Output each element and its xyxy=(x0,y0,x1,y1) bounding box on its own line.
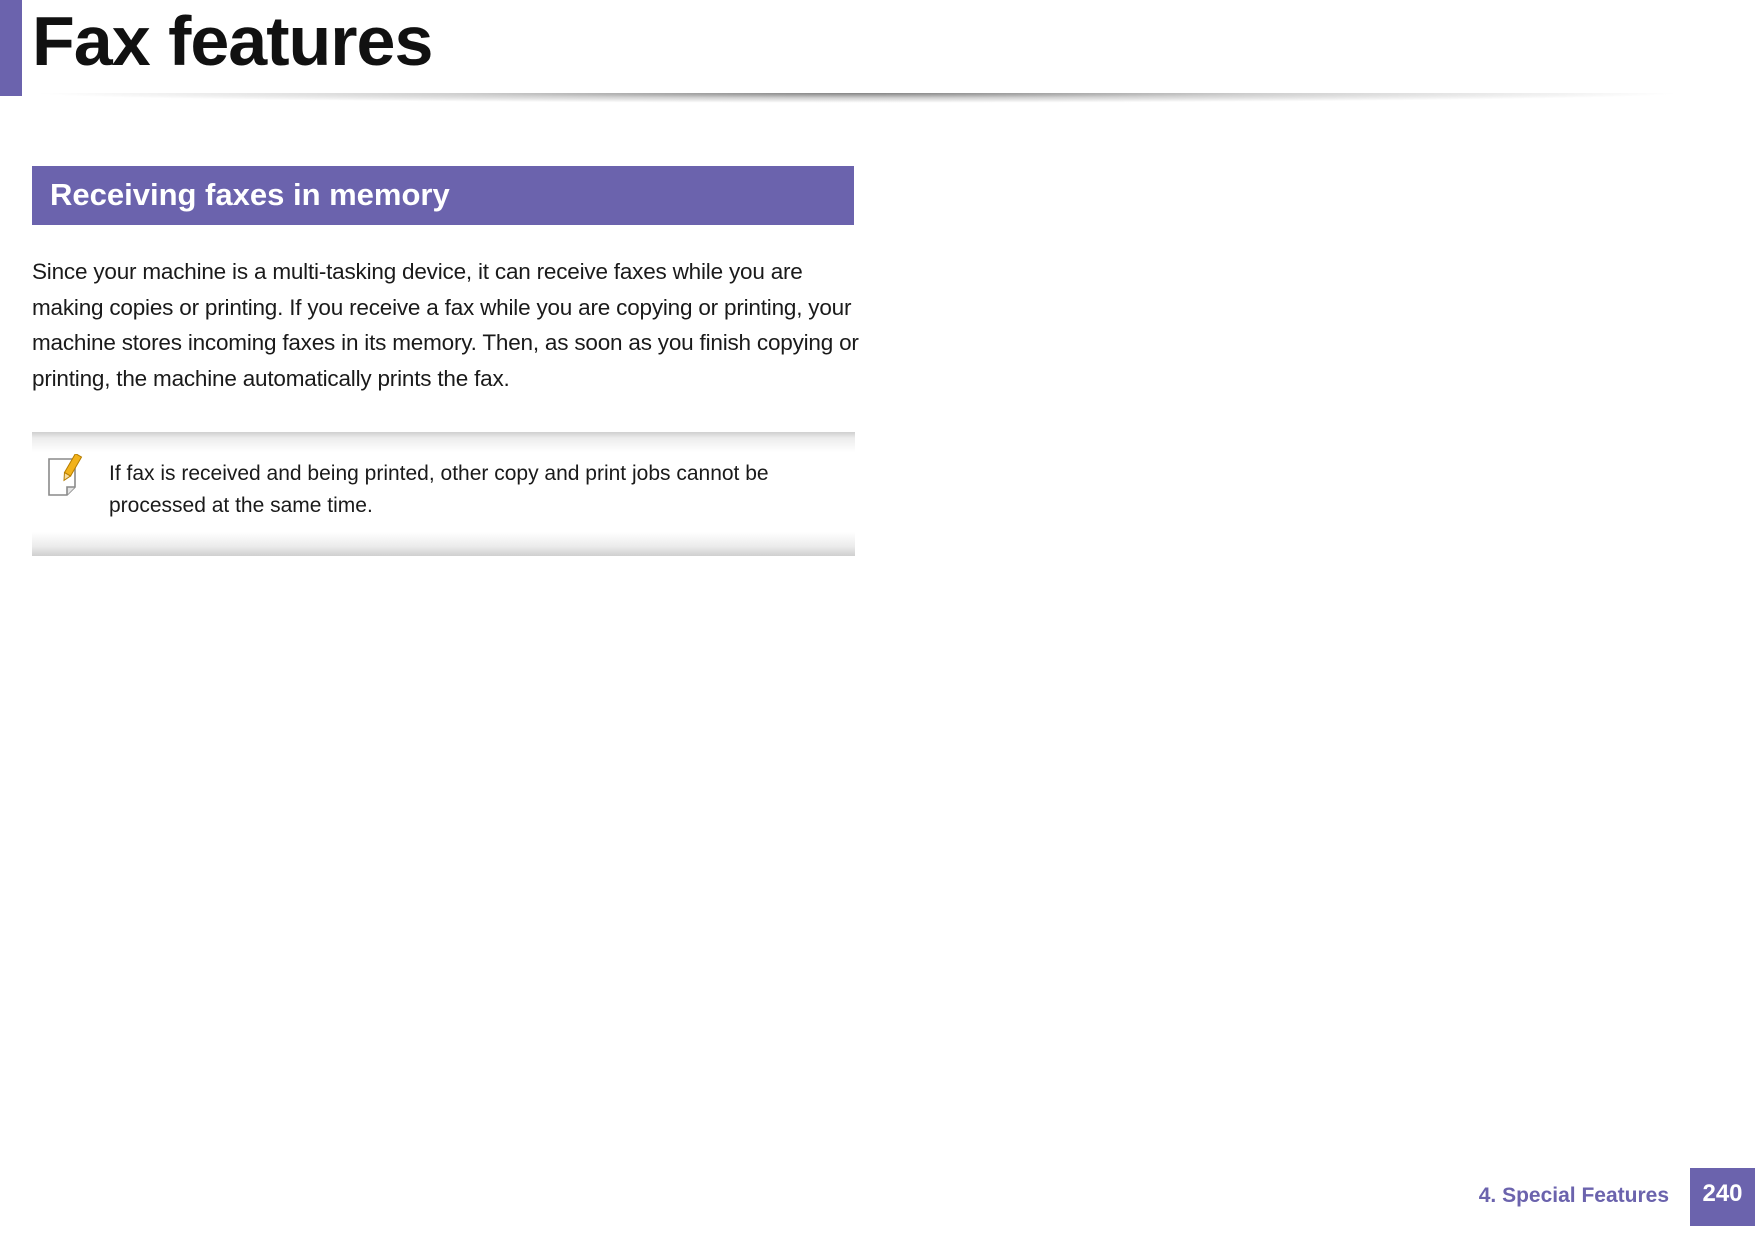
title-accent-bar xyxy=(0,0,22,96)
section-header-bar xyxy=(32,166,854,225)
title-divider xyxy=(28,93,1688,103)
footer-page-badge xyxy=(1690,1168,1755,1226)
note-box xyxy=(32,432,855,556)
section-heading: Receiving faxes in memory xyxy=(50,176,450,212)
footer-chapter-label: 4. Special Features xyxy=(1478,1184,1669,1207)
note-pencil-icon xyxy=(46,454,86,498)
footer-page-number: 240 xyxy=(1702,1180,1743,1207)
section-body-text: Since your machine is a multi-tasking device, it can receive faxes while you are making copies or printing. If you receive a fax while you are copying or printing, your machine stores incoming faxes in its memory. Then, as soon as you finish copying or printing, the machine automatically prints the fax. xyxy=(32,259,859,391)
note-text: If fax is received and being printed, other copy and print jobs cannot be processed at the same time. xyxy=(109,462,769,517)
page-title: Fax features xyxy=(32,2,433,80)
